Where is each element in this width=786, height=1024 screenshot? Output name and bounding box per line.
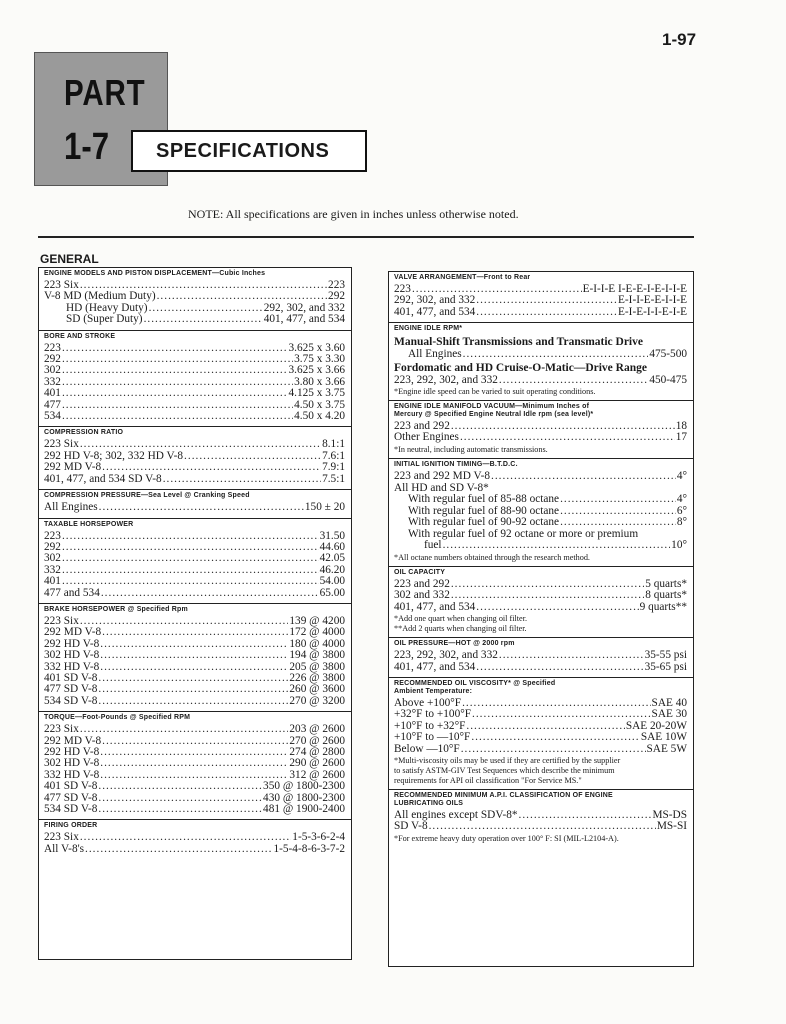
spec-row: [44, 502, 345, 513]
spec-value: 8 quarts*: [645, 589, 687, 602]
dot-leader: [62, 576, 319, 587]
spec-value: 5 quarts*: [645, 577, 687, 590]
footnote: *Add one quart when changing oil filter.: [394, 614, 528, 624]
spec-label: 223 Six: [44, 831, 79, 844]
dot-leader: [461, 744, 646, 755]
spec-label: 302 and 332: [394, 589, 450, 602]
dot-leader: [62, 388, 288, 399]
dot-leader: [80, 616, 289, 627]
footnote: **Add 2 quarts when changing oil filter.: [394, 624, 527, 634]
dot-leader: [102, 462, 321, 473]
spec-section: [389, 638, 693, 678]
spec-row: [44, 724, 345, 735]
spec-section: [389, 323, 693, 401]
spec-section: [39, 712, 351, 820]
spec-label: 332 HD V-8: [44, 768, 100, 781]
spec-value: 17: [675, 431, 687, 444]
spec-value: 270 @ 2600: [289, 734, 345, 747]
spec-row: [44, 696, 345, 707]
spec-label: 223, 292, 302, and 332: [394, 373, 498, 386]
dot-leader: [100, 770, 288, 781]
dot-leader: [100, 650, 288, 661]
spec-value: 292: [328, 290, 345, 303]
general-heading: GENERAL: [40, 252, 99, 266]
spec-label: 292 MD V-8: [44, 734, 102, 747]
spec-label: +10°F to +32°F: [394, 719, 466, 732]
dot-leader: [472, 709, 651, 720]
section-heading: Ambient Temperature:: [394, 687, 473, 695]
section-heading: ENGINE IDLE RPM*: [394, 325, 463, 333]
dot-leader: [62, 365, 288, 376]
spec-label: 477: [44, 398, 61, 411]
spec-row: [44, 781, 345, 792]
subsection-title: Fordomatic and HD Cruise-O-Matic—Drive Range: [394, 361, 647, 374]
spec-value: SAE 30: [651, 708, 687, 721]
spec-label: 292 MD V-8: [44, 461, 102, 474]
dot-leader: [144, 314, 263, 325]
dot-leader: [62, 531, 319, 542]
spec-section: [39, 331, 351, 428]
part-number: 1-7: [64, 126, 110, 168]
spec-label: 534 SD V-8: [44, 694, 98, 707]
spec-value: 274 @ 2800: [289, 746, 345, 758]
section-heading: COMPRESSION RATIO: [44, 429, 124, 437]
spec-label: 401: [44, 575, 61, 588]
spec-label: 223 and 292: [394, 420, 450, 433]
spec-label: 292 MD V-8: [44, 626, 102, 639]
spec-value: 35-65 psi: [644, 660, 687, 673]
spec-row: [394, 744, 687, 755]
dot-leader: [476, 295, 617, 306]
dot-leader: [98, 781, 262, 792]
spec-label: 223 and 292 MD V-8: [394, 469, 491, 482]
spec-value: 3.75 x 3.30: [294, 353, 345, 366]
spec-label: 401: [44, 387, 61, 400]
spec-value: 430 @ 1800-2300: [263, 791, 345, 804]
footnote: to satisfy ASTM-GIV Test Sequences which describe the minimum: [394, 765, 615, 775]
spec-row: [394, 590, 687, 601]
spec-value: 260 @ 3600: [289, 683, 345, 696]
spec-row: [44, 314, 345, 325]
dot-leader: [98, 804, 262, 815]
spec-label: 292, 302, and 332: [394, 294, 476, 307]
dot-leader: [62, 377, 293, 388]
spec-value: 4°: [676, 469, 687, 482]
spec-value: 312 @ 2600: [289, 768, 345, 781]
section-heading: BRAKE HORSEPOWER @ Specified Rpm: [44, 605, 188, 613]
spec-section: [389, 678, 693, 790]
spec-label: 223 Six: [44, 438, 79, 451]
section-heading: TORQUE—Foot-Pounds @ Specified RPM: [44, 714, 191, 722]
dot-leader: [102, 736, 288, 747]
dot-leader: [499, 650, 644, 661]
spec-row: [394, 307, 687, 318]
spec-value: SAE 10W: [640, 731, 687, 744]
dot-leader: [499, 375, 648, 386]
spec-row: [394, 432, 687, 443]
spec-row: [394, 662, 687, 673]
spec-label: 302 HD V-8: [44, 757, 100, 770]
spec-row: [44, 388, 345, 399]
spec-label: +10°F to —10°F: [394, 731, 471, 744]
dot-leader: [429, 821, 656, 832]
spec-value: 292, 302, and 332: [263, 301, 345, 314]
spec-value: 44.60: [319, 540, 345, 553]
spec-label: 292: [44, 540, 61, 553]
spec-value: 401, 477, and 534: [263, 313, 345, 326]
section-heading: ENGINE IDLE MANIFOLD VACUUM—Minimum Inches of: [394, 403, 590, 411]
spec-section: [39, 820, 351, 859]
spec-label: Other Engines: [394, 431, 459, 444]
spec-label: 477 SD V-8: [44, 683, 98, 696]
spec-value: 4.50 x 4.20: [294, 410, 345, 423]
spec-value: 46.20: [319, 563, 345, 576]
page-number: 1-97: [662, 30, 697, 49]
spec-value: 9 quarts**: [639, 600, 687, 613]
section-heading: FIRING ORDER: [44, 822, 98, 830]
spec-label: 401, 477, and 534: [394, 600, 476, 613]
spec-label: All engines except SDV-8*: [394, 808, 518, 821]
dot-leader: [184, 451, 321, 462]
section-heading: RECOMMENDED OIL VISCOSITY* @ Specified: [394, 679, 556, 687]
dot-leader: [62, 343, 288, 354]
dot-leader: [98, 793, 262, 804]
spec-value: 3.625 x 3.66: [288, 364, 345, 377]
spec-value: 194 @ 3800: [289, 649, 345, 662]
spec-section: [389, 459, 693, 567]
spec-label: 223 Six: [44, 279, 79, 291]
spec-label: fuel: [424, 539, 442, 552]
dot-leader: [462, 698, 650, 709]
spec-label: 302: [44, 364, 61, 377]
dot-leader: [476, 662, 643, 673]
section-heading: LUBRICATING OILS: [394, 799, 464, 807]
spec-value: 3.80 x 3.66: [294, 375, 345, 388]
spec-value: 8°: [676, 516, 687, 529]
spec-value: 139 @ 4200: [289, 614, 345, 627]
spec-row: [44, 553, 345, 564]
spec-section: [389, 567, 693, 638]
spec-value: 7.5:1: [322, 472, 345, 485]
spec-value: 4.50 x 3.75: [294, 398, 345, 411]
spec-value: 223: [328, 279, 345, 291]
dot-leader: [100, 747, 288, 758]
part-label: PART: [64, 72, 146, 113]
spec-label: SD V-8: [394, 820, 428, 833]
spec-label: +32°F to +100°F: [394, 708, 472, 721]
spec-row: [44, 588, 345, 599]
spec-label: 302: [44, 552, 61, 565]
dot-leader: [85, 844, 272, 855]
spec-row: [44, 474, 345, 485]
spec-section: [389, 790, 693, 847]
spec-value: 150 ± 20: [304, 501, 345, 514]
spec-row: [44, 844, 345, 855]
dot-leader: [560, 517, 676, 528]
spec-label: 534: [44, 410, 61, 423]
spec-value: 1-5-3-6-2-4: [292, 831, 345, 844]
spec-section: [39, 519, 351, 604]
spec-label: 292 HD V-8: [44, 746, 100, 758]
spec-label: HD (Heavy Duty): [66, 301, 148, 314]
spec-row: [44, 576, 345, 587]
spec-value: 4.125 x 3.75: [288, 387, 345, 400]
spec-label: 223 and 292: [394, 577, 450, 590]
right-spec-column: [388, 271, 694, 967]
spec-value: 31.50: [319, 529, 345, 542]
spec-value: E-I-E-I-I-E-I-E: [618, 305, 687, 318]
section-heading: ENGINE MODELS AND PISTON DISPLACEMENT—Cubic Inches: [44, 270, 266, 277]
spec-section: [39, 604, 351, 712]
spec-value: 1-5-4-8-6-3-7-2: [273, 842, 345, 855]
spec-label: V-8 MD (Medium Duty): [44, 290, 156, 303]
spec-value: 270 @ 3200: [289, 694, 345, 707]
dot-leader: [443, 540, 671, 551]
spec-value: 35-55 psi: [644, 649, 687, 662]
spec-value: 6°: [676, 504, 687, 517]
spec-value: 7.9:1: [322, 461, 345, 474]
spec-label: 401 SD V-8: [44, 780, 98, 793]
dot-leader: [62, 411, 293, 422]
spec-section: [389, 272, 693, 323]
dot-leader: [476, 307, 617, 318]
spec-value: 18: [675, 420, 687, 433]
spec-row: [394, 375, 687, 386]
spec-section: [39, 427, 351, 490]
section-heading: VALVE ARRANGEMENT—Front to Rear: [394, 274, 531, 281]
dot-leader: [471, 732, 640, 743]
spec-label: 223: [44, 341, 61, 354]
dot-leader: [62, 553, 319, 564]
footnote: *For extreme heavy duty operation over 100° F: SI (MIL-L2104-A).: [394, 833, 619, 843]
spec-value: 481 @ 1900-2400: [263, 803, 345, 816]
spec-label: 223: [44, 529, 61, 542]
spec-label: 292 HD V-8: [44, 637, 100, 650]
spec-row: [44, 462, 345, 473]
dot-leader: [463, 349, 649, 360]
dot-leader: [80, 724, 289, 735]
dot-leader: [98, 696, 288, 707]
spec-row: [44, 650, 345, 661]
spec-row: [394, 810, 687, 821]
spec-row: [394, 471, 687, 482]
spec-value: 180 @ 4000: [289, 637, 345, 650]
spec-value: 8.1:1: [322, 438, 345, 451]
spec-label: 332: [44, 375, 61, 388]
spec-value: 42.05: [319, 552, 345, 565]
dot-leader: [149, 303, 263, 314]
dot-leader: [98, 673, 288, 684]
spec-value: SAE 40: [651, 696, 687, 709]
spec-label: All HD and SD V-8*: [394, 482, 489, 495]
spec-value: 290 @ 2600: [289, 757, 345, 770]
dot-leader: [491, 471, 676, 482]
dot-leader: [100, 639, 288, 650]
spec-label: SD (Super Duty): [66, 313, 143, 326]
spec-label: Below —10°F: [394, 742, 460, 755]
dot-leader: [476, 602, 638, 613]
spec-section: [389, 401, 693, 459]
spec-value: E-I-I-E I-E-E-I-E-I-I-E: [582, 283, 687, 295]
spec-value: 350 @ 1800-2300: [263, 780, 345, 793]
dot-leader: [466, 721, 624, 732]
spec-value: SAE 5W: [646, 742, 687, 755]
spec-value: 54.00: [319, 575, 345, 588]
spec-label: 477 and 534: [44, 586, 100, 599]
dot-leader: [100, 662, 288, 673]
spec-row: [44, 411, 345, 422]
spec-label: All V-8's: [44, 842, 85, 855]
spec-label: 401, 477, and 534: [394, 660, 476, 673]
dot-leader: [99, 502, 304, 513]
dot-leader: [98, 684, 288, 695]
spec-row: [394, 650, 687, 661]
spec-value: 65.00: [319, 586, 345, 599]
dot-leader: [62, 354, 293, 365]
spec-value: 203 @ 2600: [289, 723, 345, 736]
spec-label: 223 Six: [44, 614, 79, 627]
spec-row: [394, 602, 687, 613]
section-heading: INITIAL IGNITION TIMING—B.T.D.C.: [394, 460, 518, 468]
spec-label: 223, 292, 302, and 332: [394, 649, 498, 662]
spec-value: 450-475: [649, 373, 687, 386]
spec-label: 223: [394, 283, 411, 295]
spec-value: 4°: [676, 493, 687, 506]
spec-label: 534 SD V-8: [44, 803, 98, 816]
spec-row: [394, 821, 687, 832]
spec-label: With regular fuel of 85-88 octane: [408, 493, 560, 506]
dot-leader: [560, 494, 676, 505]
spec-value: 226 @ 3800: [289, 671, 345, 684]
dot-leader: [62, 565, 319, 576]
dot-leader: [102, 627, 288, 638]
dot-leader: [451, 579, 644, 590]
spec-row: [394, 709, 687, 720]
footnote: *Engine idle speed can be varied to suit operating conditions.: [394, 387, 596, 397]
spec-row: [44, 804, 345, 815]
spec-value: 205 @ 3800: [289, 660, 345, 673]
section-heading: COMPRESSION PRESSURE—Sea Level @ Cranking Speed: [44, 492, 250, 500]
footnote: requirements for API oil classification "For Service MS.": [394, 775, 582, 785]
dot-leader: [100, 758, 288, 769]
section-heading: TAXABLE HORSEPOWER: [44, 520, 134, 528]
spec-row: [394, 349, 687, 360]
dot-leader: [460, 432, 675, 443]
spec-row: [44, 542, 345, 553]
spec-label: 332 HD V-8: [44, 660, 100, 673]
dot-leader: [519, 810, 652, 821]
page-title: SPECIFICATIONS: [156, 140, 330, 162]
section-heading: OIL CAPACITY: [394, 568, 446, 576]
note-text: NOTE: All specifications are given in inches unless otherwise noted.: [188, 207, 519, 221]
dot-leader: [101, 588, 319, 599]
spec-row: [44, 565, 345, 576]
dot-leader: [451, 590, 644, 601]
header-divider: [38, 236, 694, 238]
spec-label: With regular fuel of 88-90 octane: [408, 504, 560, 517]
spec-row: [394, 732, 687, 743]
spec-value: E-I-I-E-E-I-I-E: [618, 294, 687, 307]
section-heading: Mercury @ Specified Engine Neutral Idle rpm (sea level)*: [394, 411, 594, 419]
spec-label: 302 HD V-8: [44, 649, 100, 662]
spec-label: 292: [44, 353, 61, 366]
spec-value: 475-500: [649, 348, 687, 361]
spec-value: 10°: [671, 539, 687, 552]
spec-value: 7.6:1: [322, 449, 345, 462]
spec-value: MS-SI: [656, 820, 687, 833]
dot-leader: [62, 542, 319, 553]
spec-label: With regular fuel of 92 octane or more or premium: [408, 528, 639, 541]
spec-label: 223 Six: [44, 723, 79, 736]
footnote: *In neutral, including automatic transmissions.: [394, 444, 548, 454]
dot-leader: [80, 832, 291, 843]
spec-label: 401 SD V-8: [44, 671, 98, 684]
spec-row: [394, 517, 687, 528]
spec-label: 332: [44, 563, 61, 576]
spec-label: 292 HD V-8; 302, 332 HD V-8: [44, 449, 184, 462]
section-heading: BORE AND STROKE: [44, 332, 116, 340]
spec-row: [44, 531, 345, 542]
spec-label: 401, 477, and 534 SD V-8: [44, 472, 162, 485]
subsection-title: Manual-Shift Transmissions and Transmatic Drive: [394, 336, 643, 349]
spec-value: SAE 20-20W: [625, 719, 687, 732]
left-spec-column: [38, 267, 352, 960]
spec-section: [39, 268, 351, 331]
section-heading: RECOMMENDED MINIMUM A.P.I. CLASSIFICATION OF ENGINE: [394, 791, 613, 799]
spec-label: 401, 477, and 534: [394, 305, 476, 318]
spec-value: MS-DS: [652, 808, 687, 821]
spec-label: With regular fuel of 90-92 octane: [408, 516, 560, 529]
spec-row: [394, 540, 687, 551]
spec-label: 477 SD V-8: [44, 791, 98, 804]
spec-value: 172 @ 4000: [289, 626, 345, 639]
spec-row: [394, 494, 687, 505]
dot-leader: [560, 506, 676, 517]
footnote: *Multi-viscosity oils may be used if they are certified by the supplier: [394, 755, 621, 765]
section-heading: OIL PRESSURE—HOT @ 2000 rpm: [394, 640, 515, 648]
dot-leader: [62, 400, 293, 411]
dot-leader: [163, 474, 321, 485]
spec-section: [39, 490, 351, 518]
spec-label: Above +100°F: [394, 696, 462, 709]
spec-value: 3.625 x 3.60: [288, 341, 345, 354]
spec-label: All Engines: [44, 501, 98, 514]
spec-label: All Engines: [408, 348, 462, 361]
dot-leader: [451, 421, 675, 432]
footnote: *All octane numbers obtained through the research method.: [394, 552, 590, 562]
